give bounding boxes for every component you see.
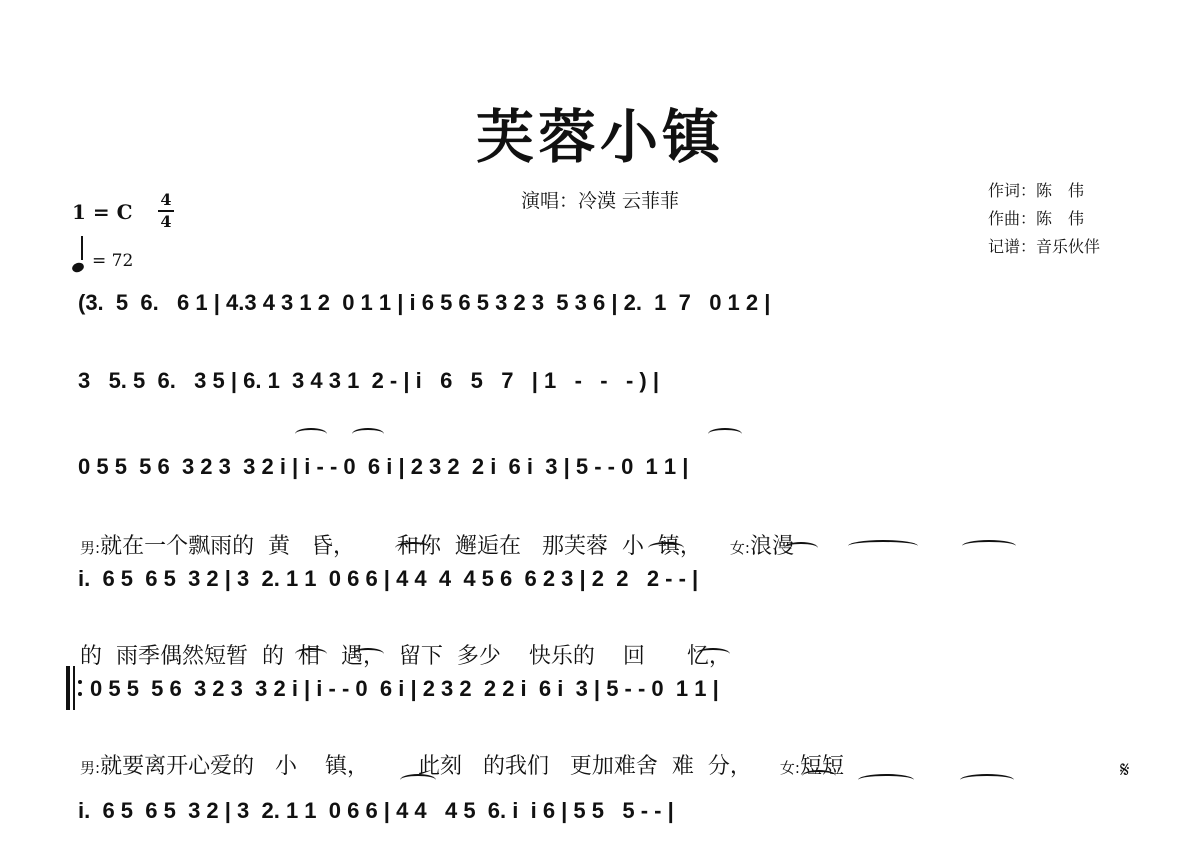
slur-mark	[352, 428, 384, 440]
key-signature: 1 = C	[72, 200, 133, 224]
slur-mark	[395, 542, 431, 554]
composer-credit: 作曲：陈 伟	[988, 209, 1085, 228]
singer-tag: 男:	[80, 759, 101, 777]
slur-mark	[708, 428, 742, 440]
segno-icon: 𝄋	[1120, 758, 1130, 783]
slur-mark	[960, 774, 1014, 786]
score-notes: 0 5 5 5 6 3 2 3 3 2 i | i - - 0 6 i | 2 3 2 2 i 6 i 3 | 5 - - 0 1 1 |	[78, 454, 689, 479]
lyric-text: 就在一个飘雨的 黄 昏， 和你 邂逅在 那芙蓉 小 镇，	[100, 534, 730, 559]
transcriber-credit: 记谱：音乐伙伴	[988, 237, 1101, 256]
tempo-marking: = 72	[72, 242, 133, 271]
slur-mark	[784, 542, 818, 554]
slur-mark	[295, 648, 327, 660]
singer-tag: 女:	[729, 539, 750, 557]
song-title: 芙蓉小镇	[475, 103, 724, 171]
slur-mark	[858, 774, 914, 786]
quarter-note-icon	[71, 261, 85, 274]
singer-tag: 女:	[779, 759, 800, 777]
repeat-start-sign	[66, 666, 76, 710]
score-line-5	[90, 668, 1138, 710]
slur-mark	[400, 774, 436, 786]
score-notes: 0 5 5 5 6 3 2 3 3 2 i | i - - 0 6 i | 2 3 2 2 2 i 6 i 3 | 5 - - 0 1 1 |	[90, 676, 719, 701]
lyricist-credit: 作词：陈 伟	[988, 181, 1085, 200]
singer-line: 演唱：冷漠 云菲菲	[520, 190, 680, 212]
lyric-text: 就要离开心爱的 小 镇， 此刻 的我们 更加难舍 难 分，	[100, 754, 780, 779]
score-notes: 3 5. 5 6. 3 5 | 6. 1 3 4 3 1 2 - | i 6 5 7 | 1 - - - ) |	[78, 368, 659, 393]
slur-mark	[352, 648, 384, 660]
score-notes: i. 6 5 6 5 3 2 | 3 2. 1 1 0 6 6 | 4 4 4 4 5 6 6 2 3 | 2 2 2 - - |	[78, 566, 699, 591]
slur-mark	[962, 540, 1016, 552]
slur-mark	[802, 770, 836, 782]
time-signature: 4 4	[156, 190, 176, 232]
singer-tag: 男:	[80, 539, 101, 557]
score-line-3	[78, 446, 1138, 488]
score-line-6	[78, 790, 1138, 832]
slur-mark	[648, 542, 684, 554]
score-line-4	[78, 558, 1138, 600]
lyric-text: 的 雨季偶然短暂 的 相 遇， 留下 多少 快乐的 回 忆，	[80, 644, 731, 669]
score-notes: (3. 5 6. 6 1 | 4.3 4 3 1 2 0 1 1 | i 6 5 6 5 3 2 3 5 3 6 | 2. 1 7 0 1 2 |	[78, 290, 771, 315]
lyric-line-2	[66, 614, 1126, 670]
lyric-text: 浪漫	[749, 534, 794, 559]
lyric-text: 短短	[799, 754, 844, 779]
slur-mark	[848, 540, 918, 552]
slur-mark	[696, 648, 730, 660]
score-line-2	[78, 360, 1138, 402]
score-line-1	[78, 282, 1138, 324]
slur-mark	[295, 428, 327, 440]
lyric-line-3	[66, 724, 1126, 780]
score-notes: i. 6 5 6 5 3 2 | 3 2. 1 1 0 6 6 | 4 4 4 5 6. i i 6 | 5 5 5 - - |	[78, 798, 674, 823]
